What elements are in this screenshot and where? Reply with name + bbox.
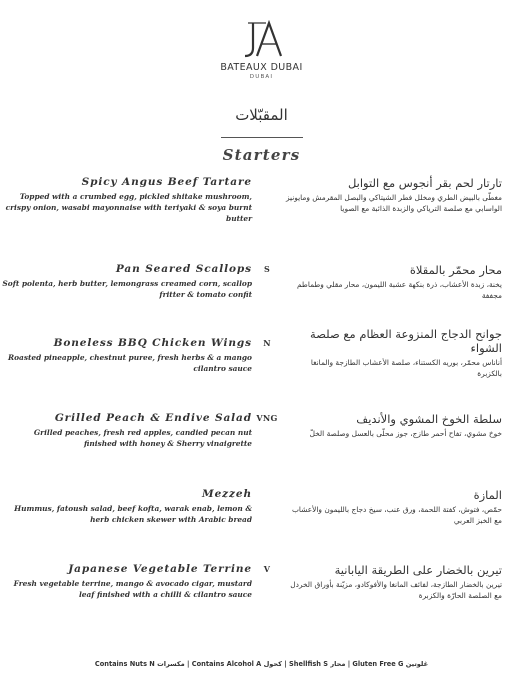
section-title-english: Starters <box>222 146 301 164</box>
dietary-tag: S <box>263 264 271 274</box>
item-name-ar: تيرين بالخضار على الطريقة اليابانية <box>334 563 502 577</box>
dietary-tag: V <box>263 564 271 574</box>
allergen-legend: Contains Nuts N مكسرات | Contains Alcohol A كحول | Shellfish S محار | Gluten Free G غلوتين <box>94 660 429 668</box>
item-arabic <box>284 488 502 526</box>
item-name-en: Japanese Vegetable Terrine <box>68 563 252 575</box>
item-english <box>2 563 252 600</box>
item-english <box>2 488 252 525</box>
item-arabic <box>284 563 502 601</box>
brand-header <box>0 20 523 80</box>
item-description-ar: مغطّى بالبيض الطري ومخلل فطر الشيتاكي والبصل المقرمش ومايونيز الواسابي مع صلصة الترياكي والزبدة الذائبة مع الصويا <box>285 193 502 213</box>
item-name-ar: محار محمّر بالمقلاة <box>409 263 502 277</box>
title-divider <box>221 137 303 138</box>
brand-name: BATEAUX DUBAI <box>220 62 303 73</box>
item-english <box>2 337 252 374</box>
item-description-ar: حمّص، فتوش، كفتة اللحمة، ورق عنب، سيخ دجاج بالليمون والأعشاب مع الخبز العربي <box>291 505 502 525</box>
item-arabic <box>284 176 502 214</box>
item-description-en: Soft polenta, herb butter, lemongrass creamed corn, scallop fritter & tomato confit <box>2 279 252 299</box>
item-description-ar: تيرين بالخضار الطازجة، لفائف المانغا والأفوكادو، مزيّنة بأوراق الخردل مع الصلصة الحارّة والكزبرة <box>290 580 502 600</box>
item-english <box>2 263 252 300</box>
item-description-en: Fresh vegetable terrine, mango & avocado cigar, mustard leaf finished with a chilli & cilantro sauce <box>13 579 252 599</box>
item-arabic <box>284 412 502 439</box>
item-description-en: Topped with a crumbed egg, pickled shitake mushroom, crispy onion, wasabi mayonnaise with teriyaki & soya burnt butter <box>5 192 252 223</box>
dietary-tag: N <box>263 338 271 348</box>
item-arabic <box>284 263 502 301</box>
item-name-en: Spicy Angus Beef Tartare <box>81 176 252 188</box>
item-description-en: Roasted pineapple, chestnut puree, fresh herbs & a mango cilantro sauce <box>7 353 252 373</box>
item-name-en: Pan Seared Scallops <box>115 263 252 275</box>
item-english <box>2 176 252 224</box>
section-title-arabic: المقبّلات <box>235 106 288 124</box>
brand-location: DUBAI <box>249 74 274 80</box>
item-name-ar: تارتار لحم بقر أنجوس مع التوابل <box>347 176 502 190</box>
item-arabic <box>284 327 502 379</box>
dietary-tag: VNG <box>256 413 278 423</box>
item-description-en: Grilled peaches, fresh red apples, candied pecan nut finished with honey & Sherry vinaigrette <box>33 428 252 448</box>
item-description-ar: يخنة، زبدة الأعشاب، ذرة بنكهة عشبة الليمون، محار مقلي وطماطم مجففة <box>297 280 502 300</box>
item-description-ar: أناناس محمّر، بوريه الكستناء، صلصة الأعشاب الطازجة والمانغا بالكزبرة <box>310 358 502 378</box>
item-description-ar: خوخ مشوي، تفاح أحمر طازج، جوز محلّى بالعسل وصلصة الخلّ <box>309 429 502 438</box>
item-name-en: Mezzeh <box>202 488 252 500</box>
item-description-en: Hummus, fatoush salad, beef kofta, warak enab, lemon & herb chicken skewer with Arabic bread <box>14 504 252 524</box>
item-name-ar: سلطة الخوخ المشوي والأنديف <box>356 412 502 426</box>
item-name-en: Boneless BBQ Chicken Wings <box>53 337 252 349</box>
item-name-ar: المازة <box>473 488 502 502</box>
item-name-ar: جوانح الدجاج المنزوعة العظام مع صلصة الشواء <box>310 327 502 355</box>
item-name-en: Grilled Peach & Endive Salad <box>54 412 252 424</box>
ja-monogram-logo-icon <box>239 20 285 60</box>
item-english <box>2 412 252 449</box>
